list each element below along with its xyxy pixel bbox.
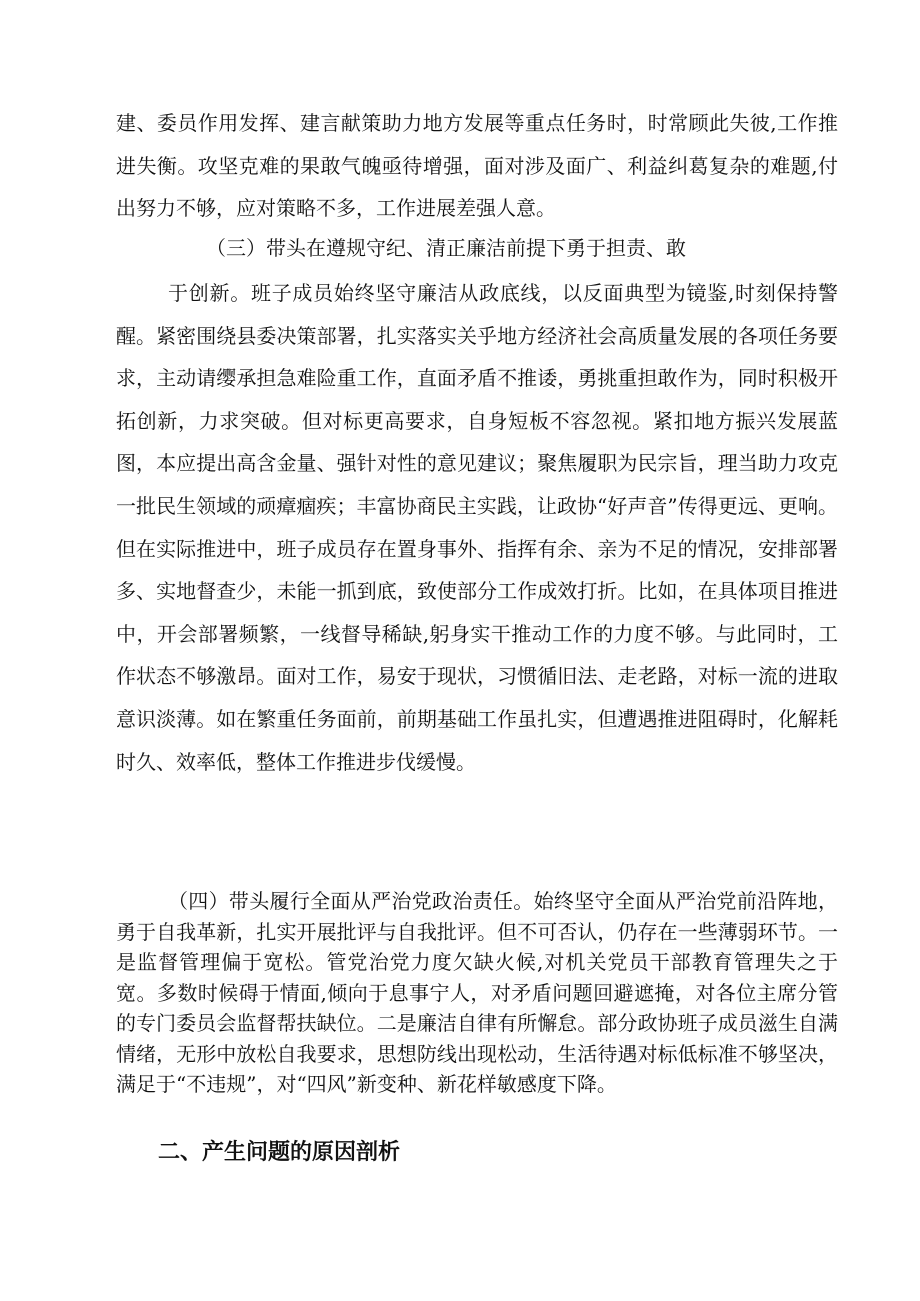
section-heading-3: （三）带头在遵规守纪、清正廉洁前提下勇于担责、敢	[206, 236, 686, 260]
section-heading-2: 二、产生问题的原因剖析	[158, 1140, 401, 1165]
paragraph-section-3: 于创新。班子成员始终坚守廉洁从政底线，以反面典型为镜鉴,时刻保持警醒。紧密围绕县委决策部署，扎实落实关乎地方经济社会高质量发展的各项任务要求，主动请缨承担急难险重工作，直面矛盾不推诿，勇挑重担敢作为，同时积极开拓创新，力求突破。但对标更高要求，自身短板不容忽视。紧扣地方振兴发展蓝图，本应提出高含金量、强针对性的意见建议；聚焦履职为民宗旨，理当助力攻克一批民生领域的顽瘴痼疾；丰富协商民主实践，让政协“好声音”传得更远、更响。但在实际推进中，班子成员存在置身事外、指挥有余、亲为不足的情况，安排部署多、实地督查少，未能一抓到底，致使部分工作成效打折。比如，在具体项目推进中，开会部署频繁，一线督导稀缺,躬身实干推动工作的力度不够。与此同时，工作状态不够激昂。面对工作，易安于现状，习惯循旧法、走老路，对标一流的进取意识淡薄。如在繁重任务面前，前期基础工作虽扎实，但遭遇推进阻碍时，化解耗时久、效率低，整体工作推进步伐缓慢。	[116, 281, 838, 774]
paragraph-continued: 建、委员作用发挥、建言献策助力地方发展等重点任务时，时常顾此失彼,工作推进失衡。攻坚克难的果敢气魄亟待增强，面对涉及面广、利益纠葛复杂的难题,付出努力不够，应对策略不多，工作进展差强人意。	[116, 111, 838, 220]
paragraph-section-4: （四）带头履行全面从严治党政治责任。始终坚守全面从严治党前沿阵地，勇于自我革新，扎实开展批评与自我批评。但不可否认，仍存在一些薄弱环节。一是监督管理偏于宽松。管党治党力度欠缺火候,对机关党员干部教育管理失之于宽。多数时候碍于情面,倾向于息事宁人，对矛盾问题回避遮掩，对各位主席分管的专门委员会监督帮扶缺位。二是廉洁自律有所懈怠。部分政协班子成员滋生自满情绪，无形中放松自我要求，思想防线出现松动，生活待遇对标低标准不够坚决，满足于“不违规”，对“四风”新变种、新花样敏感度下降。	[116, 889, 838, 1096]
